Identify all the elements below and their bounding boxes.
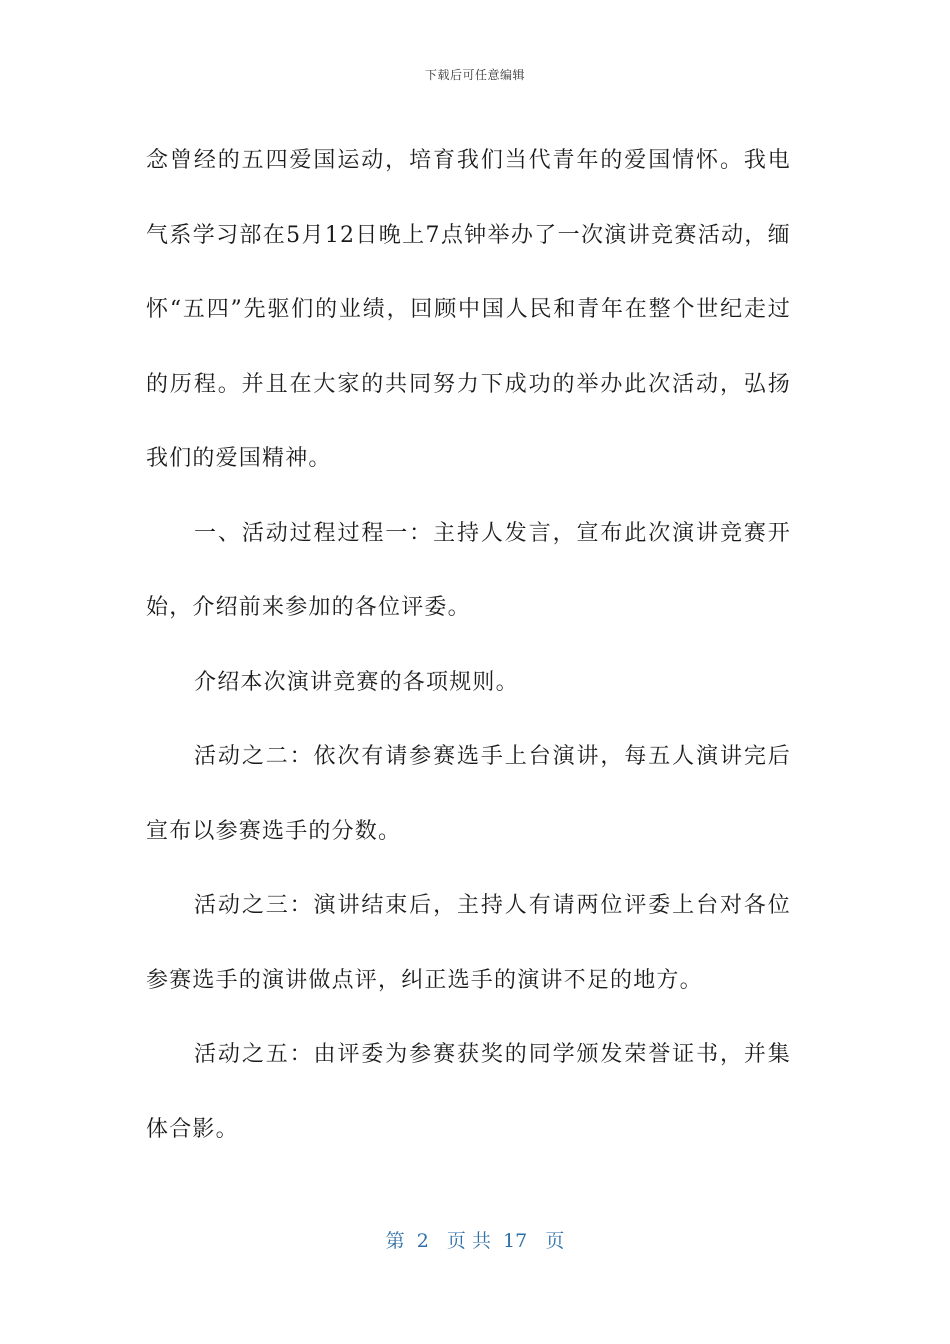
document-body bbox=[146, 124, 791, 1167]
paragraph-intro-continued: 念曾经的五四爱国运动，培育我们当代青年的爱国情怀。我电气系学习部在5月12日晚上7点钟举办了一次演讲竞赛活动，缅怀“五四”先驱们的业绩，回顾中国人民和青年在整个世纪走过的历程。并且在大家的共同努力下成功的举办此次活动，弘扬我们的爱国精神。 bbox=[146, 148, 791, 471]
paragraph-activity-three: 活动之三：演讲结束后，主持人有请两位评委上台对各位参赛选手的演讲做点评，纠正选手的演讲不足的地方。 bbox=[146, 893, 791, 993]
paragraph-activity-two: 活动之二：依次有请参赛选手上台演讲，每五人演讲完后宣布以参赛选手的分数。 bbox=[146, 744, 791, 844]
header-note: 下载后可任意编辑 bbox=[424, 68, 525, 82]
paragraph-activity-process: 一、活动过程过程一：主持人发言，宣布此次演讲竞赛开始，介绍前来参加的各位评委。 bbox=[146, 520, 791, 620]
page-number: 第 2 页 共 17 页 bbox=[385, 1230, 565, 1252]
paragraph-activity-five: 活动之五：由评委为参赛获奖的同学颁发荣誉证书，并集体合影。 bbox=[146, 1042, 791, 1142]
paragraph-rules: 介绍本次演讲竞赛的各项规则。 bbox=[194, 669, 519, 695]
